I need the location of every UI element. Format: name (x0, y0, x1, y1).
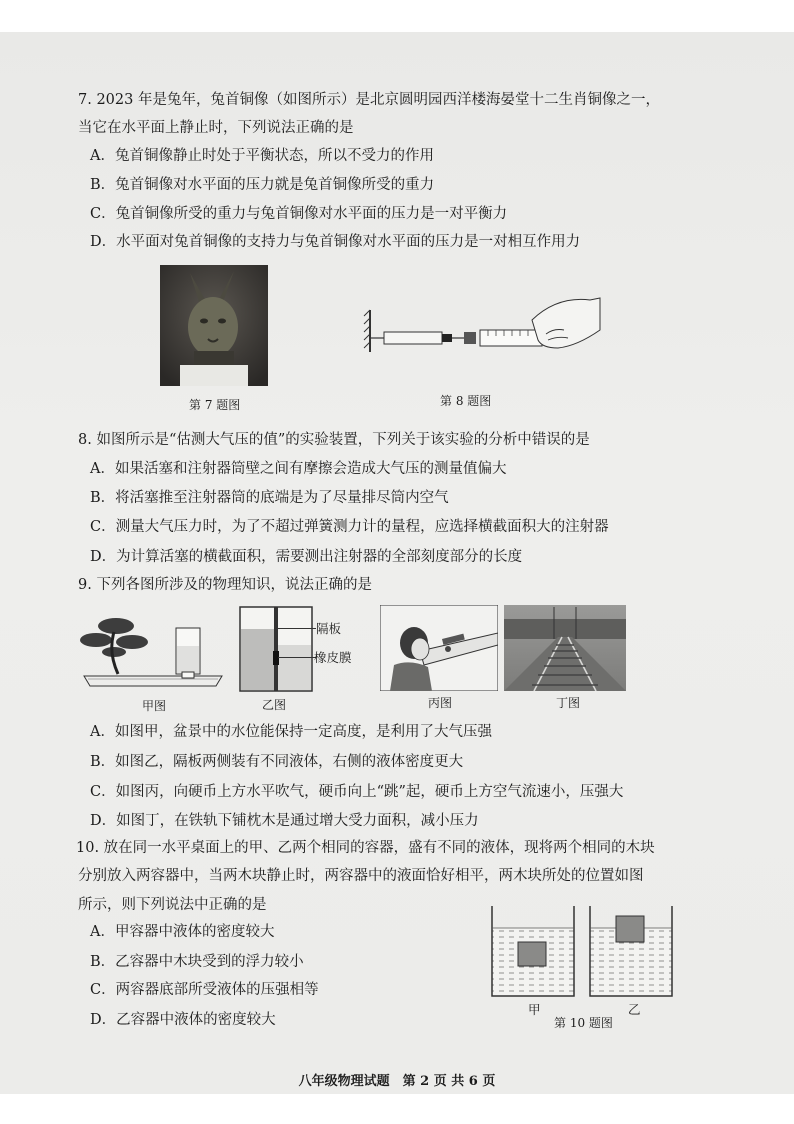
syringe-apparatus-figure (362, 290, 602, 360)
two-containers-figure (488, 904, 728, 1002)
q9-caption-jia: 甲图 (142, 699, 167, 713)
q10-stem-line-1: 10. 放在同一水平桌面上的甲、乙两个相同的容器，盛有不同的液体，现将两个相同的木块 (76, 840, 655, 856)
q7-stem-line-2: 当它在水平面上静止时，下列说法正确的是 (78, 120, 354, 136)
bonsai-figure (78, 612, 228, 692)
rabbit-head-photo (160, 265, 268, 386)
q9-option-c: C．如图丙，向硬币上方水平吹气，硬币向上“跳”起，硬币上方空气流速小，压强大 (90, 784, 624, 800)
q9-caption-yi: 乙图 (262, 698, 287, 712)
q9-caption-bing: 丙图 (428, 696, 453, 710)
q10-label-yi: 乙 (628, 1002, 641, 1017)
q10-figure-caption: 第 10 题图 (554, 1016, 613, 1030)
q7-stem-line-1: 7. 2023 年是兔年，兔首铜像（如图所示）是北京圆明园西洋楼海晏堂十二生肖铜像之一， (78, 92, 660, 108)
q10-label-jia: 甲 (528, 1002, 541, 1017)
q10-stem-line-2: 分别放入两容器中，当两木块静止时，两容器中的液面恰好相平，两木块所处的位置如图 (78, 868, 644, 884)
q10-option-c: C．两容器底部所受液体的压强相等 (90, 982, 319, 998)
q8-stem: 8. 如图所示是“估测大气压的值”的实验装置，下列关于该实验的分析中错误的是 (78, 432, 590, 448)
q9-option-a: A．如图甲，盆景中的水位能保持一定高度，是利用了大气压强 (90, 724, 492, 740)
q7-figure-caption: 第 7 题图 (189, 398, 241, 412)
q7-option-c: C．兔首铜像所受的重力与兔首铜像对水平面的压力是一对平衡力 (90, 206, 508, 222)
partition-container-figure (238, 605, 314, 693)
q7-option-a: A．兔首铜像静止时处于平衡状态，所以不受力的作用 (90, 148, 434, 164)
q8-option-d: D．为计算活塞的横截面积，需要测出注射器的全部刻度部分的长度 (90, 549, 523, 565)
q8-figure-caption: 第 8 题图 (440, 394, 492, 408)
label-leader-partition (276, 628, 316, 629)
label-partition: 隔板 (316, 621, 342, 636)
railway-photo (504, 605, 626, 691)
blowing-coin-figure (380, 605, 498, 691)
label-rubber-membrane: 橡皮膜 (314, 650, 352, 665)
q9-option-b: B．如图乙，隔板两侧装有不同液体，右侧的液体密度更大 (90, 754, 464, 770)
q9-caption-ding: 丁图 (556, 696, 581, 710)
q10-option-d: D．乙容器中液体的密度较大 (90, 1012, 276, 1028)
q10-option-b: B．乙容器中木块受到的浮力较小 (90, 954, 304, 970)
q10-option-a: A．甲容器中液体的密度较大 (90, 924, 275, 940)
q7-option-d: D．水平面对兔首铜像的支持力与兔首铜像对水平面的压力是一对相互作用力 (90, 234, 581, 250)
q9-option-d: D．如图丁，在铁轨下铺枕木是通过增大受力面积，减小压力 (90, 813, 479, 829)
q9-stem: 9. 下列各图所涉及的物理知识，说法正确的是 (78, 577, 372, 593)
q8-option-c: C．测量大气压力时，为了不超过弹簧测力计的量程，应选择横截面积大的注射器 (90, 519, 609, 535)
q8-option-a: A．如果活塞和注射器筒壁之间有摩擦会造成大气压的测量值偏大 (90, 461, 507, 477)
page-footer: 八年级物理试题 第 2 页 共 6 页 (298, 1074, 496, 1089)
q8-option-b: B．将活塞推至注射器筒的底端是为了尽量排尽筒内空气 (90, 490, 449, 506)
q7-option-b: B．兔首铜像对水平面的压力就是兔首铜像所受的重力 (90, 177, 435, 193)
label-leader-membrane (278, 657, 316, 658)
q10-stem-line-3: 所示，则下列说法中正确的是 (78, 897, 267, 913)
